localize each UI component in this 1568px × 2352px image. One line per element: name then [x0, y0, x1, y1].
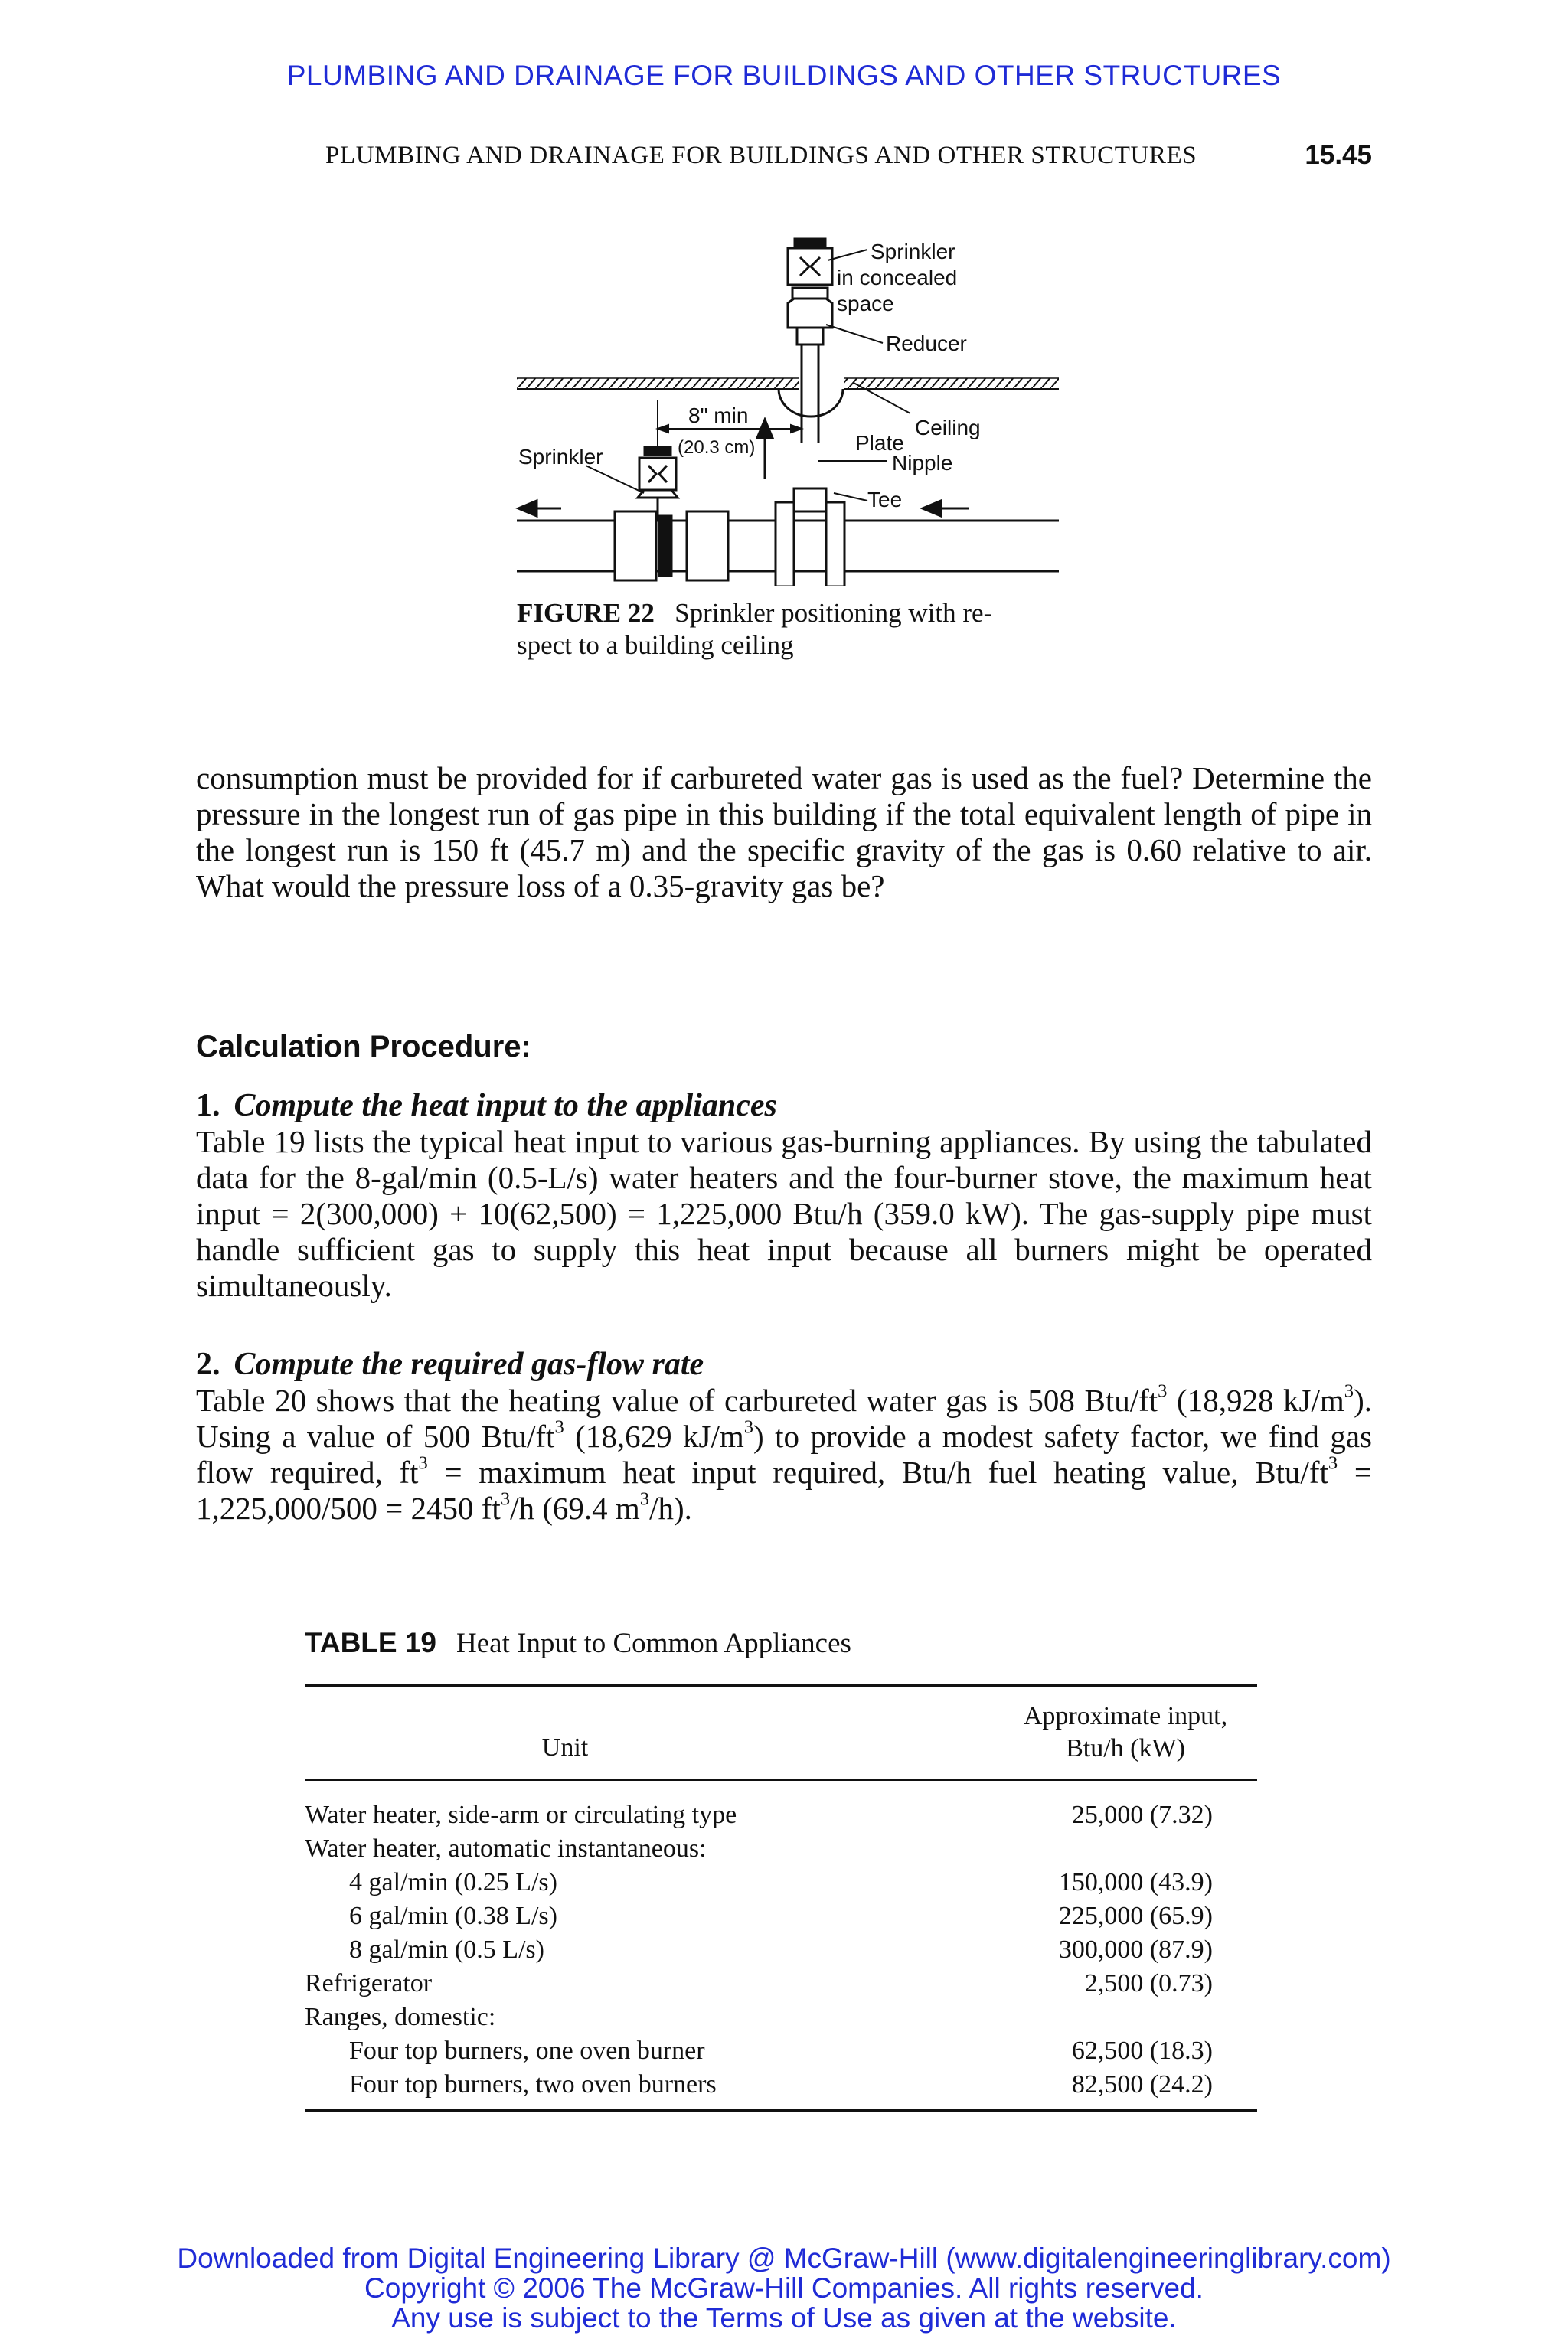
main-pipe — [517, 488, 1059, 586]
table-cell-value: 62,500 (18.3) — [1071, 2037, 1213, 2065]
table-cell-value: 150,000 (43.9) — [1058, 1868, 1213, 1896]
ceiling-band — [517, 377, 1059, 390]
table-row — [305, 2037, 1257, 2070]
step2-text-7: = 1,225,000/500 = 2450 ft — [196, 1455, 1373, 1526]
superscript: 3 — [1158, 1380, 1168, 1402]
footer-terms-link[interactable]: Any use is subject to the Terms of Use as given at the website. — [391, 2302, 1177, 2334]
label-ceiling: Ceiling — [915, 416, 981, 439]
table-row — [305, 2003, 1257, 2037]
step2-text-9: /h). — [649, 1491, 692, 1526]
step2-text-3: ). Using a value of 500 Btu/ft — [196, 1383, 1372, 1454]
table-cell-unit: 6 gal/min (0.38 L/s) — [349, 1902, 557, 1930]
running-head: PLUMBING AND DRAINAGE FOR BUILDINGS AND OTHER STRUCTURES — [325, 142, 1197, 169]
plate — [779, 389, 843, 416]
figure-caption-line1: Sprinkler positioning with re- — [675, 598, 993, 628]
intro-paragraph: consumption must be provided for if carbureted water gas is used as the fuel? Determine the pressure in the longest run of gas pipe in this building if the total equivalent length of pipe in the longest run is 150 ft (45.7 m) and the specific gravity of the gas is 0.60 relative to air. What would the pressure loss of a 0.35-gravity gas be? — [196, 760, 1372, 903]
table-cell-unit: Water heater, automatic instantaneous: — [305, 1834, 707, 1863]
step2-text-1: Table 20 shows that the heating value of carbureted water gas is 508 Btu/ft — [196, 1383, 1158, 1418]
table-cell-value: 2,500 (0.73) — [1084, 1969, 1213, 1998]
table-cell-value: 300,000 (87.9) — [1058, 1936, 1213, 1964]
step2-title: Compute the required gas-flow rate — [234, 1347, 704, 1382]
label-nipple: Nipple — [892, 451, 953, 475]
label-sprinkler-concealed-3: space — [837, 292, 894, 315]
column-header-input-line1: Approximate input, — [1023, 1702, 1228, 1730]
footer-copyright: Copyright © 2006 The McGraw-Hill Companies. All rights reserved. — [364, 2272, 1204, 2304]
label-sprinkler-concealed-1: Sprinkler — [871, 240, 956, 263]
label-tee: Tee — [867, 488, 903, 511]
table-row — [305, 1969, 1257, 2003]
table-row — [305, 1834, 1257, 1868]
label-plate: Plate — [855, 431, 904, 455]
table-cell-unit: Four top burners, two oven burners — [349, 2070, 717, 2099]
table-row — [305, 1801, 1257, 1834]
table-cell-value: 225,000 (65.9) — [1058, 1902, 1213, 1930]
table-row — [305, 1868, 1257, 1902]
figure-caption — [517, 597, 1068, 662]
superscript: 3 — [1344, 1380, 1354, 1402]
step1-paragraph: Table 19 lists the typical heat input to various gas-burning appliances. By using the tabulated data for the 8-gal/min (0.5-L/s) water heaters and the four-burner stove, the maximum heat input = 2(300,000) + 10(62,500) = 1,225,000 Btu/h (359.0 kW). The gas-supply pipe must handle sufficient gas to supply this heat input because all burners might be operated simultaneously. — [196, 1124, 1372, 1303]
step2-number: 2. — [196, 1347, 220, 1382]
superscript: 3 — [554, 1416, 564, 1438]
table-cell-unit: Refrigerator — [305, 1969, 433, 1998]
table-cell-unit: Water heater, side-arm or circulating type — [305, 1801, 737, 1829]
sprinkler-figure — [509, 227, 1060, 586]
superscript: 3 — [1328, 1452, 1338, 1474]
table-cell-unit: Four top burners, one oven burner — [349, 2037, 705, 2065]
label-min-distance: 8" min — [688, 403, 749, 427]
label-sprinkler: Sprinkler — [518, 445, 603, 469]
step1-heading — [196, 1087, 777, 1124]
label-sprinkler-concealed-2: in concealed — [837, 266, 958, 289]
top-banner-link[interactable]: PLUMBING AND DRAINAGE FOR BUILDINGS AND OTHER STRUCTURES — [286, 60, 1282, 91]
step1-title: Compute the heat input to the appliances — [234, 1088, 777, 1123]
label-min-distance-metric: (20.3 cm) — [678, 437, 756, 458]
superscript: 3 — [639, 1488, 650, 1510]
table-label: TABLE 19 — [305, 1627, 437, 1658]
superscript: 3 — [500, 1488, 511, 1510]
table-row — [305, 1902, 1257, 1936]
table-cell-value: 25,000 (7.32) — [1071, 1801, 1213, 1829]
table-cell-value: 82,500 (24.2) — [1071, 2070, 1213, 2099]
table-rule-top — [305, 1684, 1257, 1687]
sprinkler-icon — [638, 447, 678, 521]
section-heading: Calculation Procedure: — [196, 1030, 531, 1063]
superscript: 3 — [743, 1416, 754, 1438]
table-row — [305, 2070, 1257, 2104]
table-title — [305, 1627, 851, 1660]
step2-text-5: ) to provide a modest safety factor, we find gas flow required, ft — [196, 1419, 1372, 1490]
table-row — [305, 1936, 1257, 1969]
step2-text-8: /h (69.4 m — [510, 1491, 640, 1526]
label-reducer: Reducer — [886, 332, 967, 355]
column-header-unit: Unit — [541, 1733, 589, 1762]
table-rule-header — [305, 1779, 1257, 1781]
figure-label: FIGURE 22 — [517, 598, 655, 628]
superscript: 3 — [418, 1452, 428, 1474]
column-header-input-line2: Btu/h (kW) — [1066, 1734, 1185, 1762]
table-cell-unit: 8 gal/min (0.5 L/s) — [349, 1936, 544, 1964]
step1-number: 1. — [196, 1088, 220, 1123]
step2-text-6: = maximum heat input required, Btu/h fuel heating value, Btu/ft — [427, 1455, 1328, 1490]
table-cell-unit: Ranges, domestic: — [305, 2003, 496, 2031]
footer — [0, 2243, 1568, 2333]
figure-caption-line2: spect to a building ceiling — [517, 630, 794, 660]
table-rule-bottom — [305, 2109, 1257, 2112]
step2-heading — [196, 1346, 704, 1383]
step2-paragraph — [196, 1380, 1373, 1527]
table-cell-unit: 4 gal/min (0.25 L/s) — [349, 1868, 557, 1896]
column-header-input — [988, 1700, 1263, 1765]
step2-text-4: (18,629 kJ/m — [564, 1419, 744, 1454]
step2-text-2: (18,928 kJ/m — [1167, 1383, 1344, 1418]
page-number: 15.45 — [1305, 140, 1372, 170]
table-title-text: Heat Input to Common Appliances — [456, 1628, 851, 1659]
footer-download-link[interactable]: Downloaded from Digital Engineering Library @ McGraw-Hill (www.digitalengineeringlibrary.com) — [177, 2243, 1391, 2274]
